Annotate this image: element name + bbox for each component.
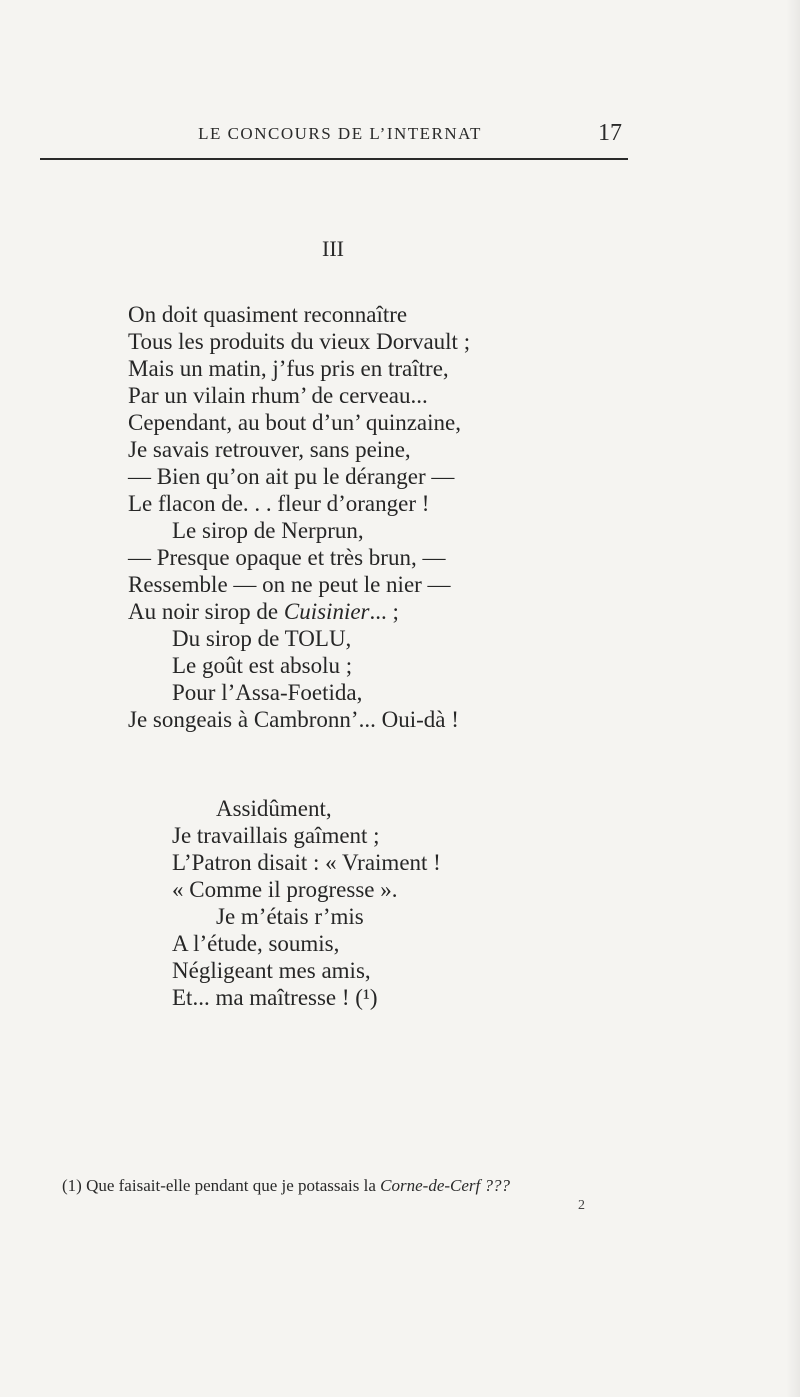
footnote-marker: (1) xyxy=(62,1176,82,1195)
header-rule xyxy=(40,158,628,160)
footnote-text: Que faisait-elle pendant que je potassais la xyxy=(86,1176,381,1195)
running-title: LE CONCOURS DE L’INTERNAT xyxy=(198,124,482,143)
poem-line: Le sirop de Nerprun, xyxy=(172,518,364,543)
poem-line: Assidûment, xyxy=(216,796,332,821)
page-edge-shadow xyxy=(786,0,800,1397)
poem-italic-word: Cuisinier xyxy=(283,599,370,624)
poem-line: Pour l’Assa-Foetida, xyxy=(172,680,363,705)
signature-mark: 2 xyxy=(578,1198,585,1213)
footnote-italic: Corne-de-Cerf ??? xyxy=(380,1176,511,1195)
poem-line: — Bien qu’on ait pu le déranger — xyxy=(128,464,455,489)
section-heading: III xyxy=(322,236,344,261)
poem-line: Je savais retrouver, sans peine, xyxy=(128,437,411,462)
poem-line: Tous les produits du vieux Dorvault ; xyxy=(128,329,471,354)
poem-line: Mais un matin, j’fus pris en traître, xyxy=(128,356,449,381)
poem-line-text: Au noir sirop de xyxy=(128,599,284,624)
poem-line: L’Patron disait : « Vraiment ! xyxy=(172,850,441,875)
poem-line: Le flacon de. . . fleur d’oranger ! xyxy=(128,491,430,516)
poem-line xyxy=(128,599,399,625)
poem-line: Je travaillais gaîment ; xyxy=(172,823,380,848)
poem-line: Cependant, au bout d’un’ quinzaine, xyxy=(128,410,461,435)
poem-line: — Presque opaque et très brun, — xyxy=(128,545,446,570)
poem-line: Et... ma maîtresse ! (¹) xyxy=(172,985,378,1010)
poem-line: On doit quasiment reconnaître xyxy=(128,302,408,327)
footnote xyxy=(62,1176,510,1196)
poem-line: « Comme il progresse ». xyxy=(172,877,398,902)
page-number: 17 xyxy=(598,120,622,146)
poem-line: Par un vilain rhum’ de cerveau... xyxy=(128,383,428,408)
poem-line: A l’étude, soumis, xyxy=(172,931,340,956)
poem-line: Je songeais à Cambronn’... Oui-dà ! xyxy=(128,707,459,732)
poem-line: Ressemble — on ne peut le nier — xyxy=(128,572,451,597)
poem-line: Je m’étais r’mis xyxy=(216,904,364,929)
poem-line-suffix: ... ; xyxy=(369,599,399,624)
poem-line: Le goût est absolu ; xyxy=(172,653,353,678)
poem-line: Négligeant mes amis, xyxy=(172,958,371,983)
poem-line: Du sirop de TOLU, xyxy=(172,626,352,651)
